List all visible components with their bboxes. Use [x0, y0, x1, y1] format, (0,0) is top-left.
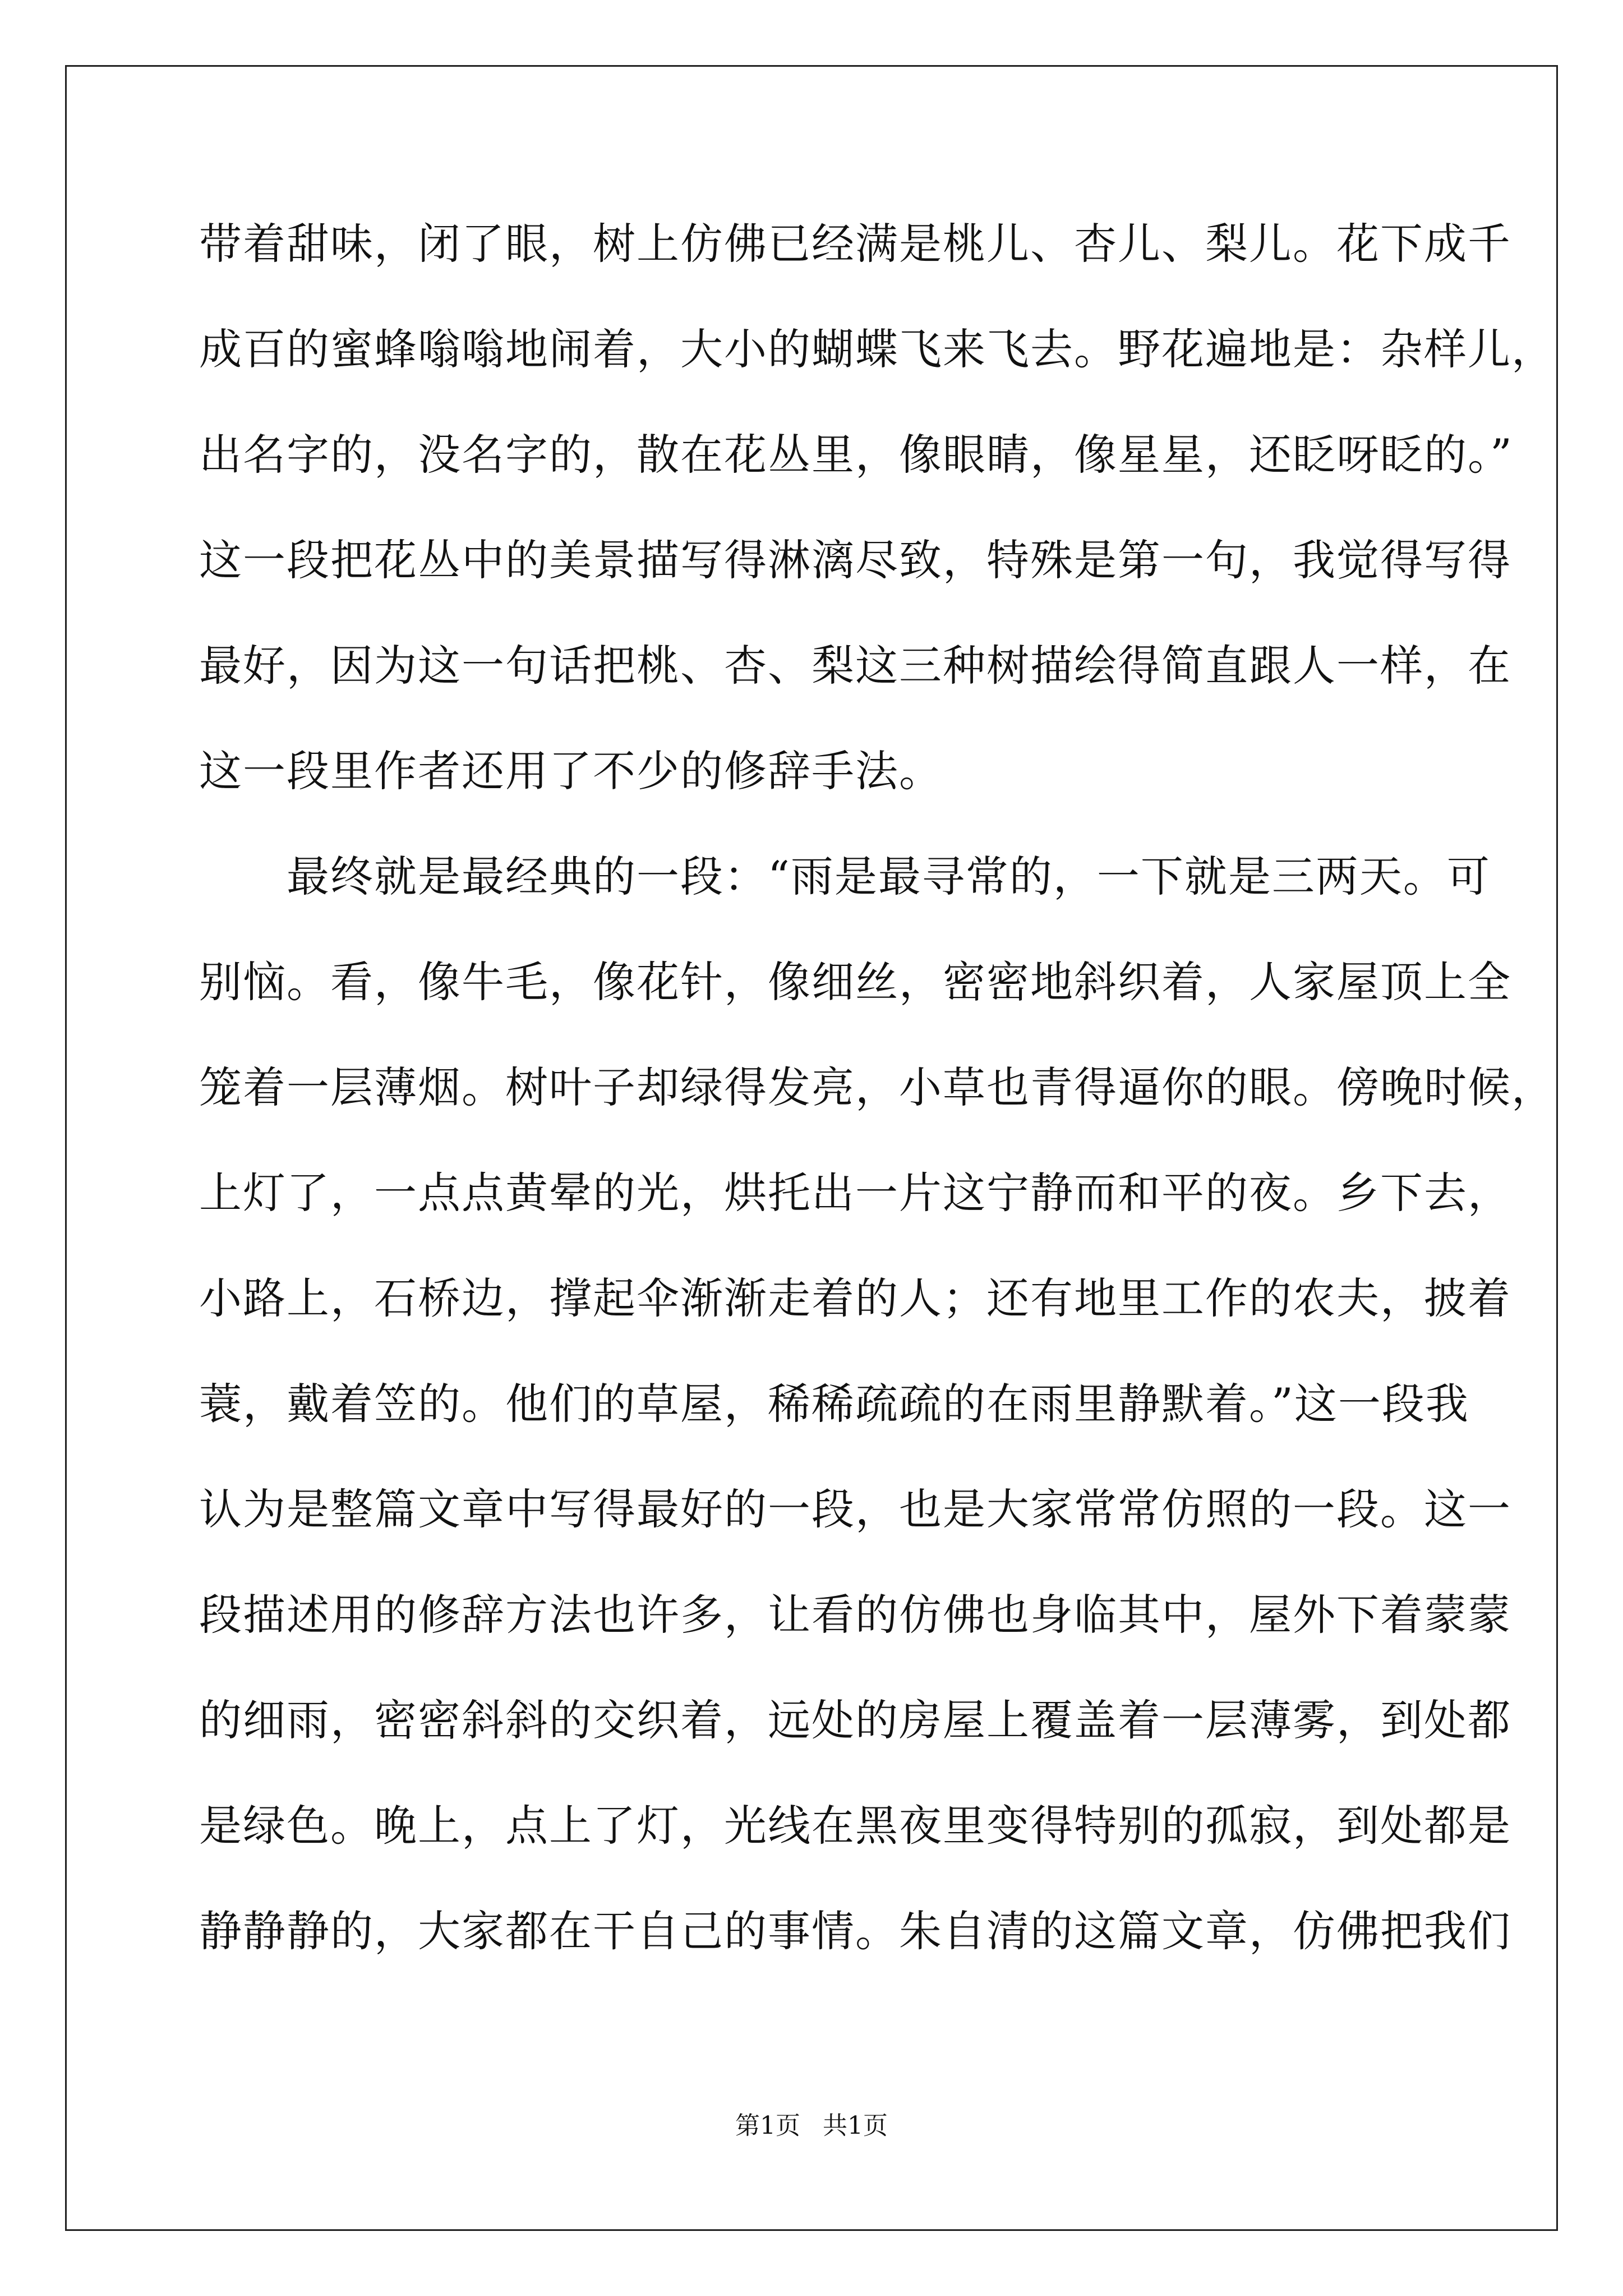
text-line: 蓑，戴着笠的。他们的草屋，稀稀疏疏的在雨里静默着。”这一段我 [199, 1379, 1469, 1429]
text-line: 出名字的，没名字的，散在花丛里，像眼睛，像星星，还眨呀眨的。” [199, 430, 1513, 480]
text-line: 这一段把花丛中的美景描写得淋漓尽致，特殊是第一句，我觉得写得 [199, 535, 1511, 585]
text-line: 最终就是最经典的一段：“雨是最寻常的，一下就是三两天。可 [199, 852, 1491, 901]
text-line: 这一段里作者还用了不少的修辞手法。 [199, 746, 943, 796]
text-line: 静静静的，大家都在干自己的事情。朱自清的这篇文章，仿佛把我们 [199, 1906, 1511, 1956]
text-line: 认为是整篇文章中写得最好的一段，也是大家常常仿照的一段。这一 [199, 1484, 1511, 1534]
text-line: 小路上，石桥边，撑起伞渐渐走着的人；还有地里工作的农夫，披着 [199, 1273, 1511, 1323]
text-line: 的细雨，密密斜斜的交织着，远处的房屋上覆盖着一层薄雾，到处都 [199, 1695, 1511, 1745]
text-line: 最好，因为这一句话把桃、杏、梨这三种树描绘得简直跟人一样，在 [199, 641, 1511, 691]
text-line: 段描述用的修辞方法也许多，让看的仿佛也身临其中，屋外下着蒙蒙 [199, 1590, 1511, 1640]
text-line: 别恼。看，像牛毛，像花针，像细丝，密密地斜织着，人家屋顶上全 [199, 957, 1511, 1007]
page-number-current: 第1页 [735, 2111, 800, 2140]
text-line: 是绿色。晚上，点上了灯，光线在黑夜里变得特别的孤寂，到处都是 [199, 1801, 1511, 1851]
document-body [199, 213, 1555, 2006]
page-footer [0, 2109, 1623, 2143]
text-line: 上灯了，一点点黄晕的光，烘托出一片这宁静而和平的夜。乡下去， [199, 1168, 1511, 1218]
text-line: 成百的蜜蜂嗡嗡地闹着，大小的蝴蝶飞来飞去。野花遍地是：杂样儿， [199, 324, 1555, 374]
page-number-total: 共1页 [823, 2111, 888, 2140]
text-line: 笼着一层薄烟。树叶子却绿得发亮，小草也青得逼你的眼。傍晚时候， [199, 1062, 1555, 1112]
text-line: 带着甜味，闭了眼，树上仿佛已经满是桃儿、杏儿、梨儿。花下成千 [199, 219, 1511, 269]
